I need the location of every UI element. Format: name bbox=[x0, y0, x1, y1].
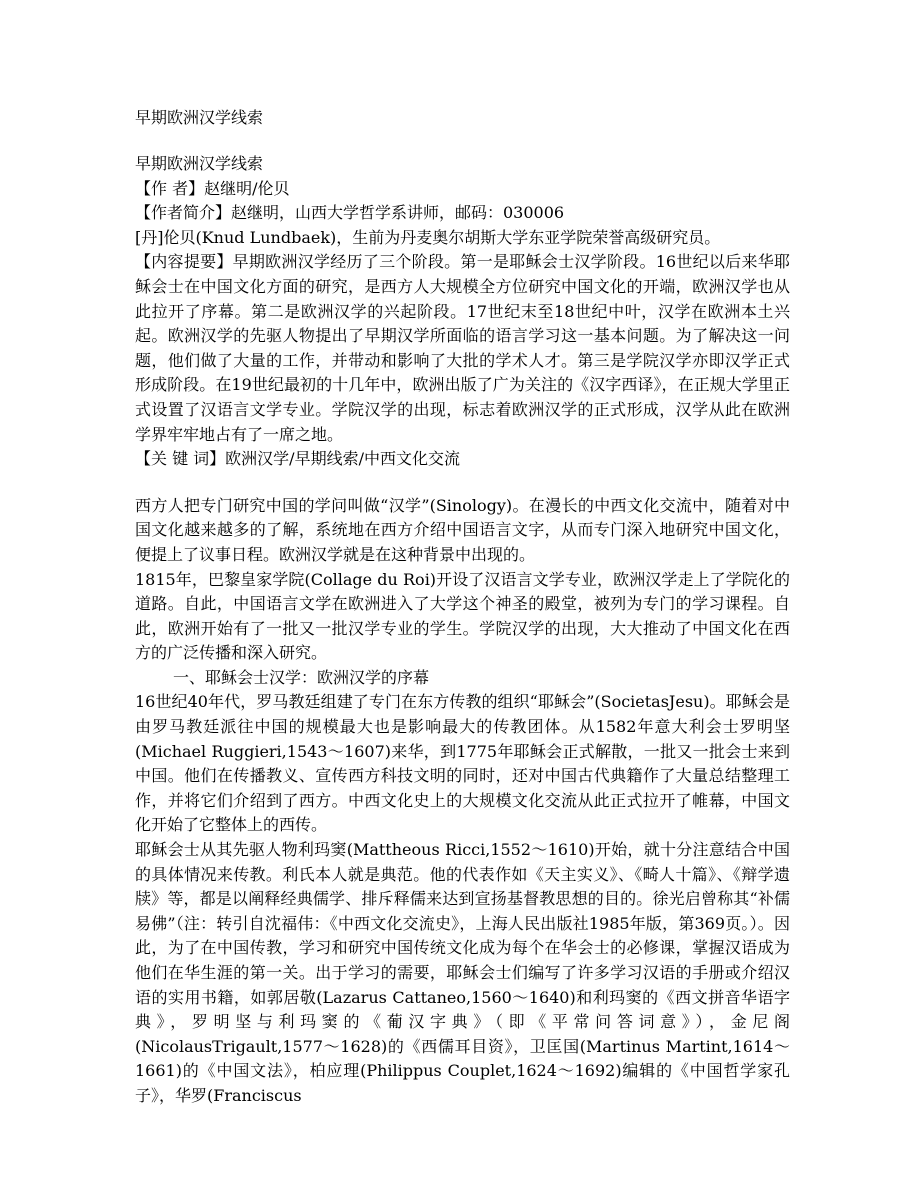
intro-paragraph-1: 西方人把专门研究中国的学问叫做“汉学”(Sinology)。在漫长的中西文化交流中，随着对中国文化越来越多的了解，系统地在西方介绍中国语言文字，从而专门深入地研究中国文化，便提上了议事日程。欧洲汉学就是在这种背景中出现的。 bbox=[135, 495, 790, 564]
abstract-paragraph: 【内容提要】早期欧洲汉学经历了三个阶段。第一是耶稣会士汉学阶段。16世纪以后来华耶稣会士在中国文化方面的研究，是西方人大规模全方位研究中国文化的开端，欧洲汉学也从此拉开了序幕。第二是欧洲汉学的兴起阶段。17世纪末至18世纪中叶，汉学在欧洲本土兴起。欧洲汉学的先驱人物提出了早期汉学所面临的语言学习这一基本问题。为了解决这一问题，他们做了大量的工作，并带动和影响了大批的学术人才。第三是学院汉学亦即汉学正式形成阶段。在19世纪最初的十几年中，欧洲出版了广为关注的《汉字西译》，在正规大学里正式设置了汉语言文学专业。学院汉学的出现，标志着欧洲汉学的正式形成，汉学从此在欧洲学界牢牢地占有了一席之地。 bbox=[135, 252, 790, 444]
intro-paragraph-2: 1815年，巴黎皇家学院(Collage du Roi)开设了汉语言文学专业，欧洲汉学走上了学院化的道路。自此，中国语言文学在欧洲进入了大学这个神圣的殿堂，被列为专门的学习课程。自此，欧洲开始有了一批又一批汉学专业的学生。学院汉学的出现，大大推动了中国文化在西方的广泛传播和深入研究。 bbox=[135, 569, 790, 663]
author-line: 【作 者】赵继明/伦贝 bbox=[135, 178, 290, 198]
document-title: 早期欧洲汉学线索 bbox=[135, 108, 264, 127]
article-body bbox=[135, 494, 790, 1109]
author-intro-line-2: [丹]伦贝(Knud Lundbaek)，生前为丹麦奥尔胡斯大学东亚学院荣誉高级研究员。 bbox=[135, 227, 721, 247]
section-spacer bbox=[135, 472, 790, 494]
section-1-heading: 一、耶稣会士汉学：欧洲汉学的序幕 bbox=[173, 667, 430, 687]
article-subtitle: 早期欧洲汉学线索 bbox=[135, 154, 264, 173]
author-intro-line: 【作者简介】赵继明，山西大学哲学系讲师，邮码：030006 bbox=[135, 203, 565, 223]
article-header bbox=[135, 152, 790, 472]
section-1-paragraph-2: 耶稣会士从其先驱人物利玛窦(Mattheous Ricci,1552～1610)开始，就十分注意结合中国的具体情况来传教。利氏本人就是典范。他的代表作如《天主实义》、《畸人十篇》、《辩学遗牍》等，都是以阐释经典儒学、排斥释儒来达到宣扬基督教思想的目的。徐光启曾称其“补儒易佛”（注：转引自沈福伟：《中西文化交流史》，上海人民出版社1985年版，第369页。）。因此，为了在中国传教，学习和研究中国传统文化成为每个在华会士的必修课，掌握汉语成为他们在华生涯的第一关。出于学习的需要，耶稣会士们编写了许多学习汉语的手册或介绍汉语的实用书籍，如郭居敬(Lazarus Cattaneo,1560～1640)和利玛窦的《西文拼音华语字典》，罗明坚与利玛窦的《葡汉字典》（即《平常问答词意》），金尼阁(NicolausTrigault,1577～1628)的《西儒耳目资》，卫匡国(Martinus Martint,1614～1661)的《中国文法》，柏应理(Philippus Couplet,1624～1692)编辑的《中国哲学家孔子》，华罗(Franciscus bbox=[135, 840, 790, 1105]
document-page bbox=[135, 106, 790, 1109]
keywords-line: 【关 键 词】欧洲汉学/早期线索/中西文化交流 bbox=[135, 449, 460, 469]
section-1-paragraph-1: 16世纪40年代，罗马教廷组建了专门在东方传教的组织“耶稣会”(SocietasJesu)。耶稣会是由罗马教廷派往中国的规模最大也是影响最大的传教团体。从1582年意大利会士罗明坚(Michael Ruggieri,1543～1607)来华，到1775年耶稣会正式解散，一批又一批会士来到中国。他们在传播教义、宣传西方科技文明的同时，还对中国古代典籍作了大量总结整理工作，并将它们介绍到了西方。中西文化史上的大规模文化交流从此正式拉开了帷幕，中国文化开始了它整体上的西传。 bbox=[135, 692, 790, 835]
